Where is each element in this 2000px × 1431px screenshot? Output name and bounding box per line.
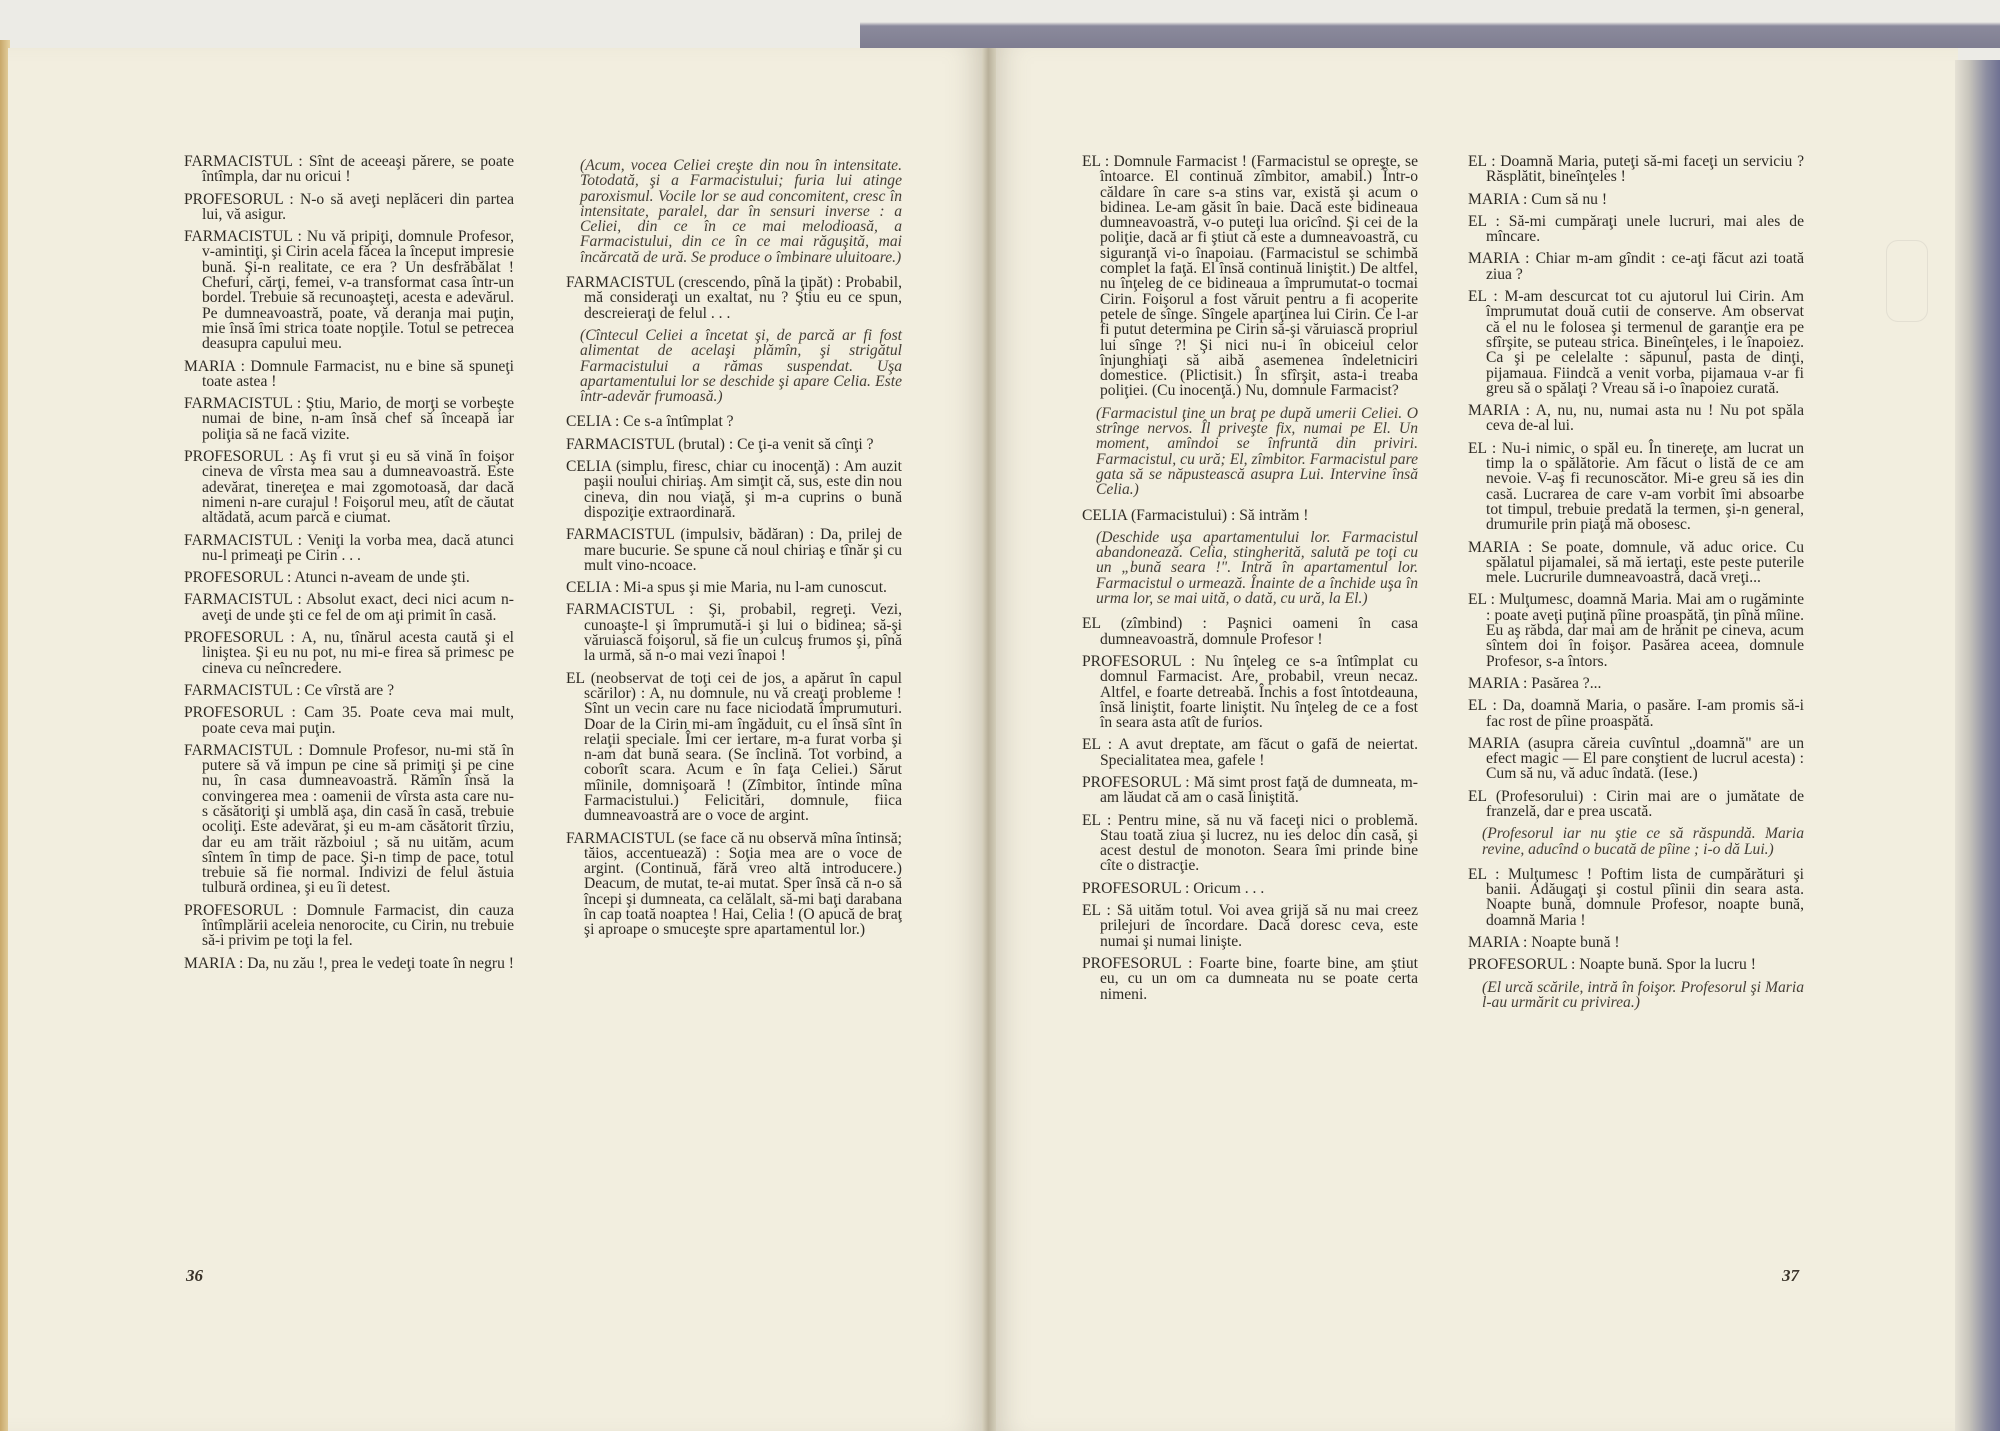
- dialogue-line: EL : Pentru mine, să nu vă faceţi nici o problemă. Stau toată ziua şi lucrez, nu ies deloc din casă, şi acest destul de monoton. Seara îmi prinde bine cîte o distracţie.: [1082, 811, 1418, 875]
- dialogue-line: PROFESORUL : N-o să aveţi neplăceri din partea lui, vă asigur.: [184, 190, 514, 223]
- stage-direction: (Acum, vocea Celiei creşte din nou în intensitate. Totodată, şi a Farmacistului; furia lui atinge paroxismul. Vocile lor se aud concomitent, cresc în intensitate, paralel, dar în sensuri inverse : a Celiei, din ce în ce mai melodioasă, a Farmacistului, din ce în ce mai răguşită, mai încărcată de ură. Se produce o îmbinare uluitoare.): [580, 157, 902, 266]
- dialogue-line: FARMACISTUL : Nu vă pripiţi, domnule Profesor, v-amintiţi, şi Cirin acela făcea la început impresie bună. Şi-n realitate, ce era ? Un desfrăbălat ! Chefuri, cărţi, femei, v-a transformat casa într-un bordel. Trebuie să recunoaşteţi, acesta e adevărul. Pe dumneavoastră, poate, vă deranja mai puţin, mie însă îmi strica toate nopţile. Totul se petrecea deasupra capului meu.: [184, 228, 514, 353]
- dialogue-line: EL : Domnule Farmacist ! (Farmacistul se opreşte, se întoarce. El continuă zîmbitor, amabil.) Într-o căldare în care s-a stins var, există şi acum o bidinea. Le-am găsit în baie. Dacă este bidineaua dumneavoastră, v-o puteţi lua oricînd. Şi cei de la poliţie, dacă ar fi ştiut că este a dumneavoastră, cu siguranţă vi-o înapoiau. (Farmacistul se schimbă complet la faţă. El însă continuă liniştit.) De altfel, nu înţeleg de ce bidineaua a împrumutat-o tocmai Cirin. Foişorul a fost văruit pentru a fi acoperite petele de sînge. Sîngele aparţinea lui Cirin. Ce l-ar fi putut determina pe Cirin să-şi văruiască propriul lui sînge ?! Şi nici nu-i în obiceiul celor înjunghiaţi să aibă asemenea îndeletniciri domestice. (Plictisit.) În sfîrşit, asta-i treaba poliţiei. (Cu inocenţă.) Nu, domnule Farmacist?: [1082, 153, 1418, 400]
- dialogue-line: EL : Nu-i nimic, o spăl eu. În tinereţe, am lucrat un timp la o spălătorie. Am făcut o listă de ce am nevoie. V-aş fi recunoscător. Mi-e greu să ies din casă. Lucrarea de care v-am vorbit îmi absoarbe tot timpul, trebuie predată la termen, şi-n general, drumurile prin piaţă mă obosesc.: [1468, 439, 1804, 534]
- dialogue-line: EL : Mulţumesc, doamnă Maria. Mai am o rugăminte : poate aveţi puţină pîine proaspătă, ţin pînă mîine. Eu aş răbda, dar mai am de hrănit pe cineva, acum sîntem doi în foişor. Pasărea aceea, domnule Profesor, s-a întors.: [1468, 591, 1804, 670]
- dialogue-line: MARIA (asupra căreia cuvîntul „doamnă" are un efect magic — El pare conştient de lucrul acesta) : Cum să nu, vă aduc îndată. (Iese.): [1468, 734, 1804, 783]
- dialogue-line: FARMACISTUL : Absolut exact, deci nici acum n-aveţi de unde şti ce fel de om aţi primit în casă.: [184, 591, 514, 624]
- dialogue-line: EL : Doamnă Maria, puteţi să-mi faceţi un serviciu ? Răsplătit, bineînţeles !: [1468, 153, 1804, 186]
- dialogue-line: PROFESORUL : Noapte bună. Spor la lucru !: [1468, 956, 1756, 974]
- dialogue-line: EL : M-am descurcat tot cu ajutorul lui Cirin. Am împrumutat două cutii de conserve. Am observat că el nu le folosea şi termenul de garanţie era pe sfîrşite, se puteau strica. Bineînţeles, i le înapoiez. Ca şi pe celelalte : săpunul, pasta de dinţi, pijamaua. Fiindcă a venit vorba, pijamaua v-ar fi greu să o spălaţi ? Vreau să i-o înapoiez curată.: [1468, 288, 1804, 397]
- dialogue-line: MARIA : Chiar m-am gîndit : ce-aţi făcut azi toată ziua ?: [1468, 250, 1804, 283]
- dialogue-line: PROFESORUL : Oricum . . .: [1082, 879, 1265, 897]
- dialogue-line: PROFESORUL : Cam 35. Poate ceva mai mult, poate ceva mai puţin.: [184, 704, 514, 737]
- page-stamp-mark: [1886, 240, 1928, 322]
- dialogue-line: FARMACISTUL (impulsiv, bădăran) : Da, prilej de mare bucurie. Se spune că noul chiriaş e tînăr şi cu mult vino-ncoace.: [566, 526, 902, 574]
- dialogue-line: FARMACISTUL (brutal) : Ce ţi-a venit să cînţi ?: [566, 435, 874, 453]
- stage-direction: (Farmacistul ţine un braţ pe după umerii Celiei. O strînge nervos. Îl priveşte fix, numai pe El. Un moment, amîndoi se înfruntă din priviri. Farmacistul, cu ură; El, zîmbitor. Farmacistul pare gata să se năpustească asupra Lui. Intervine însă Celia.): [1096, 404, 1418, 499]
- dialogue-line: EL : Să uităm totul. Voi avea grijă să nu mai creez prilejuri de încordare. Dacă doresc ceva, este numai şi numai linişte.: [1082, 902, 1418, 950]
- dialogue-line: FARMACISTUL : Domnule Profesor, nu-mi stă în putere să vă impun pe cine să primiţi şi pe cine nu, în casa dumneavoastră. Rămîn însă la convingerea mea : oamenii de vîrsta asta care nu-s căsătoriţi şi umblă aşa, din casă în casă, trebuie ocoliţi. Este adevărat, şi eu m-am căsătorit tîrziu, dar eu am trăit războiul ; să nu uităm, acum sîntem în timp de pace. Şi-n timp de pace, totul trebuie să fie normal. Indivizi de felul ăstuia tulbură ordinea, şi eu îi detest.: [184, 741, 514, 897]
- dialogue-line: FARMACISTUL : Sînt de aceeaşi părere, se poate întîmpla, dar nu oricui !: [184, 153, 514, 186]
- dialogue-line: FARMACISTUL : Ştiu, Mario, de morţi se vorbeşte numai de bine, n-am însă chef să înceapă iar poliţia să ne facă vizite.: [184, 395, 514, 443]
- dialogue-line: CELIA : Ce s-a întîmplat ?: [566, 413, 734, 431]
- dialogue-line: MARIA : Da, nu zău !, prea le vedeţi toate în negru !: [184, 954, 514, 972]
- dialogue-line: FARMACISTUL : Veniţi la vorba mea, dacă atunci nu-l primeaţi pe Cirin . . .: [184, 531, 514, 564]
- stage-direction: (Profesorul iar nu ştie ce să răspundă. Maria revine, aducînd o bucată de pîine ; i-o dă Lui.): [1482, 825, 1804, 858]
- dialogue-line: EL : Da, doamnă Maria, o pasăre. I-am promis să-i fac rost de pîine proaspătă.: [1468, 697, 1804, 730]
- right-page-column-2: [1468, 154, 1804, 1020]
- dialogue-line: FARMACISTUL : Şi, probabil, regreţi. Vezi, cunoaşte-l şi împrumută-i şi lui o bidinea; să-şi văruiască foişorul, să fie un culcuş frumos şi, pînă la urmă, să n-o mai vezi înapoi !: [566, 601, 902, 665]
- dialogue-line: MARIA : Pasărea ?...: [1468, 674, 1602, 692]
- right-page-number: 37: [1782, 1266, 1799, 1285]
- book-cover-top: [860, 0, 2000, 48]
- dialogue-line: MARIA : A, nu, nu, numai asta nu ! Nu pot spăla ceva de-al lui.: [1468, 402, 1804, 435]
- right-page-column-1: [1082, 154, 1418, 1009]
- book-gutter: [982, 48, 996, 1431]
- book-edge-right: [1955, 60, 2000, 1431]
- dialogue-line: FARMACISTUL (crescendo, pînă la ţipăt) : Probabil, mă consideraţi un exaltat, nu ? Ştiu eu ce spun, descreieraţi de felul . . .: [566, 274, 902, 322]
- dialogue-line: MARIA : Se poate, domnule, vă aduc orice. Cu spălatul pijamalei, să mă iertaţi, este peste puterile mele. Lucrurile dumneavoastră, dacă vreţi...: [1468, 538, 1804, 587]
- dialogue-line: EL : Să-mi cumpăraţi unele lucruri, mai ales de mîncare.: [1468, 212, 1804, 246]
- stage-direction: (Deschide uşa apartamentului lor. Farmacistul abandonează. Celia, stingherită, salută pe toţi cu un „bună seara !". Intră în apartamentul lor. Farmacistul o urmează. Înainte de a închide uşa în urma lor, se mai uită, o dată, cu ură, la El.): [1096, 528, 1418, 608]
- dialogue-line: MARIA : Domnule Farmacist, nu e bine să spuneţi toate astea !: [184, 357, 514, 390]
- left-page-column-2: [566, 154, 902, 945]
- dialogue-line: CELIA (simplu, firesc, chiar cu inocenţă) : Am auzit paşii noului chiriaş. Am simţit că, sus, este din nou cineva, din nou viaţă, şi m-a cuprins o bună dispoziţie extraordinară.: [566, 458, 902, 521]
- left-page-number: 36: [186, 1266, 203, 1285]
- dialogue-line: MARIA : Noapte bună !: [1468, 934, 1620, 952]
- dialogue-line: FARMACISTUL : Ce vîrstă are ?: [184, 681, 395, 699]
- dialogue-line: CELIA (Farmacistului) : Să intrăm !: [1082, 506, 1309, 524]
- dialogue-line: EL (Profesorului) : Cirin mai are o jumătate de franzelă, dar e prea uscată.: [1468, 787, 1804, 820]
- stage-direction: (El urcă scările, intră în foişor. Profesorul şi Maria l-au urmărit cu privirea.): [1482, 978, 1804, 1011]
- dialogue-line: PROFESORUL : Aş fi vrut şi eu să vină în foişor cineva de vîrsta mea sau a dumneavoastră. Este adevărat, tinereţea e mai zgomotoasă, dar dacă nimeni n-are curajul ! Foişorul meu, atît de căutat altădată, acum parcă e ciumat.: [184, 448, 514, 527]
- dialogue-line: EL : A avut dreptate, am făcut o gafă de neiertat. Specialitatea mea, gafele !: [1082, 736, 1418, 769]
- dialogue-line: CELIA : Mi-a spus şi mie Maria, nu l-am cunoscut.: [566, 579, 887, 597]
- dialogue-line: FARMACISTUL (se face că nu observă mîna întinsă; tăios, accentuează) : Soţia mea are o voce de argint. (Continuă, fără vreo altă introducere.) Deacum, de mutat, te-ai mutat. Sper însă că n-o să începi şi dumneata, ca celălalt, să-mi baţi darabana în cap toată noaptea ! Hai, Celia ! (O apucă de braţ şi aproape o smuceşte spre apartamentul lor.): [566, 829, 902, 939]
- dialogue-line: EL (zîmbind) : Paşnici oameni în casa dumneavoastră, domnule Profesor !: [1082, 615, 1418, 648]
- dialogue-line: PROFESORUL : Mă simt prost faţă de dumneata, m-am lăudat că am o casă liniştită.: [1082, 773, 1418, 807]
- dialogue-line: PROFESORUL : Foarte bine, foarte bine, am ştiut eu, cu un om ca dumneata nu se poate certa nimeni.: [1082, 954, 1418, 1003]
- dialogue-line: PROFESORUL : Domnule Farmacist, din cauza întîmplării aceleia nenorocite, cu Cirin, nu trebuie să-i privim pe toţi la fel.: [184, 901, 514, 950]
- dialogue-line: PROFESORUL : Nu înţeleg ce s-a întîmplat cu domnul Farmacist. Are, probabil, vreun necaz. Altfel, e foarte detreabă. Închis a fost întotdeauna, însă liniştit, foarte liniştit. Nu înţeleg de ce a fost în seara asta atît de furios.: [1082, 652, 1418, 732]
- left-page-column-1: [184, 154, 514, 978]
- stage-direction: (Cîntecul Celiei a încetat şi, de parcă ar fi fost alimentat de acelaşi plămîn, şi strigătul Farmacistului a rămas suspendat. Uşa apartamentului lor se deschide şi apare Celia. Este într-adevăr frumoasă.): [580, 326, 902, 406]
- dialogue-line: MARIA : Cum să nu !: [1468, 190, 1608, 208]
- dialogue-line: EL (neobservat de toţi cei de jos, a apărut în capul scărilor) : A, nu domnule, nu vă creaţi probleme ! Sînt un vecin care nu face niciodată împrumuturi. Doar de la Cirin mi-am îngăduit, cu el însă sînt în relaţii speciale. Îmi cer iertare, m-a furat vorba şi n-am dat bună seara. (Se înclină. Tot vorbind, a coborît scara. Acum e în faţa Celiei.) Sărut mîinile, domnişoară ! (Zîmbitor, întinde mîna Farmacistului.) Felicitări, domnule, fiica dumneavoastră are o voce de argint.: [566, 669, 902, 825]
- dialogue-line: PROFESORUL : Atunci n-aveam de unde şti.: [184, 569, 470, 587]
- dialogue-line: PROFESORUL : A, nu, tînărul acesta caută şi el liniştea. Şi eu nu pot, nu mi-e firea să primesc pe cineva cu neîncredere.: [184, 629, 514, 677]
- dialogue-line: EL : Mulţumesc ! Poftim lista de cumpărături şi banii. Adăugaţi şi costul pîinii din seara asta. Noapte bună, domnule Profesor, noapte bună, doamnă Maria !: [1468, 865, 1804, 929]
